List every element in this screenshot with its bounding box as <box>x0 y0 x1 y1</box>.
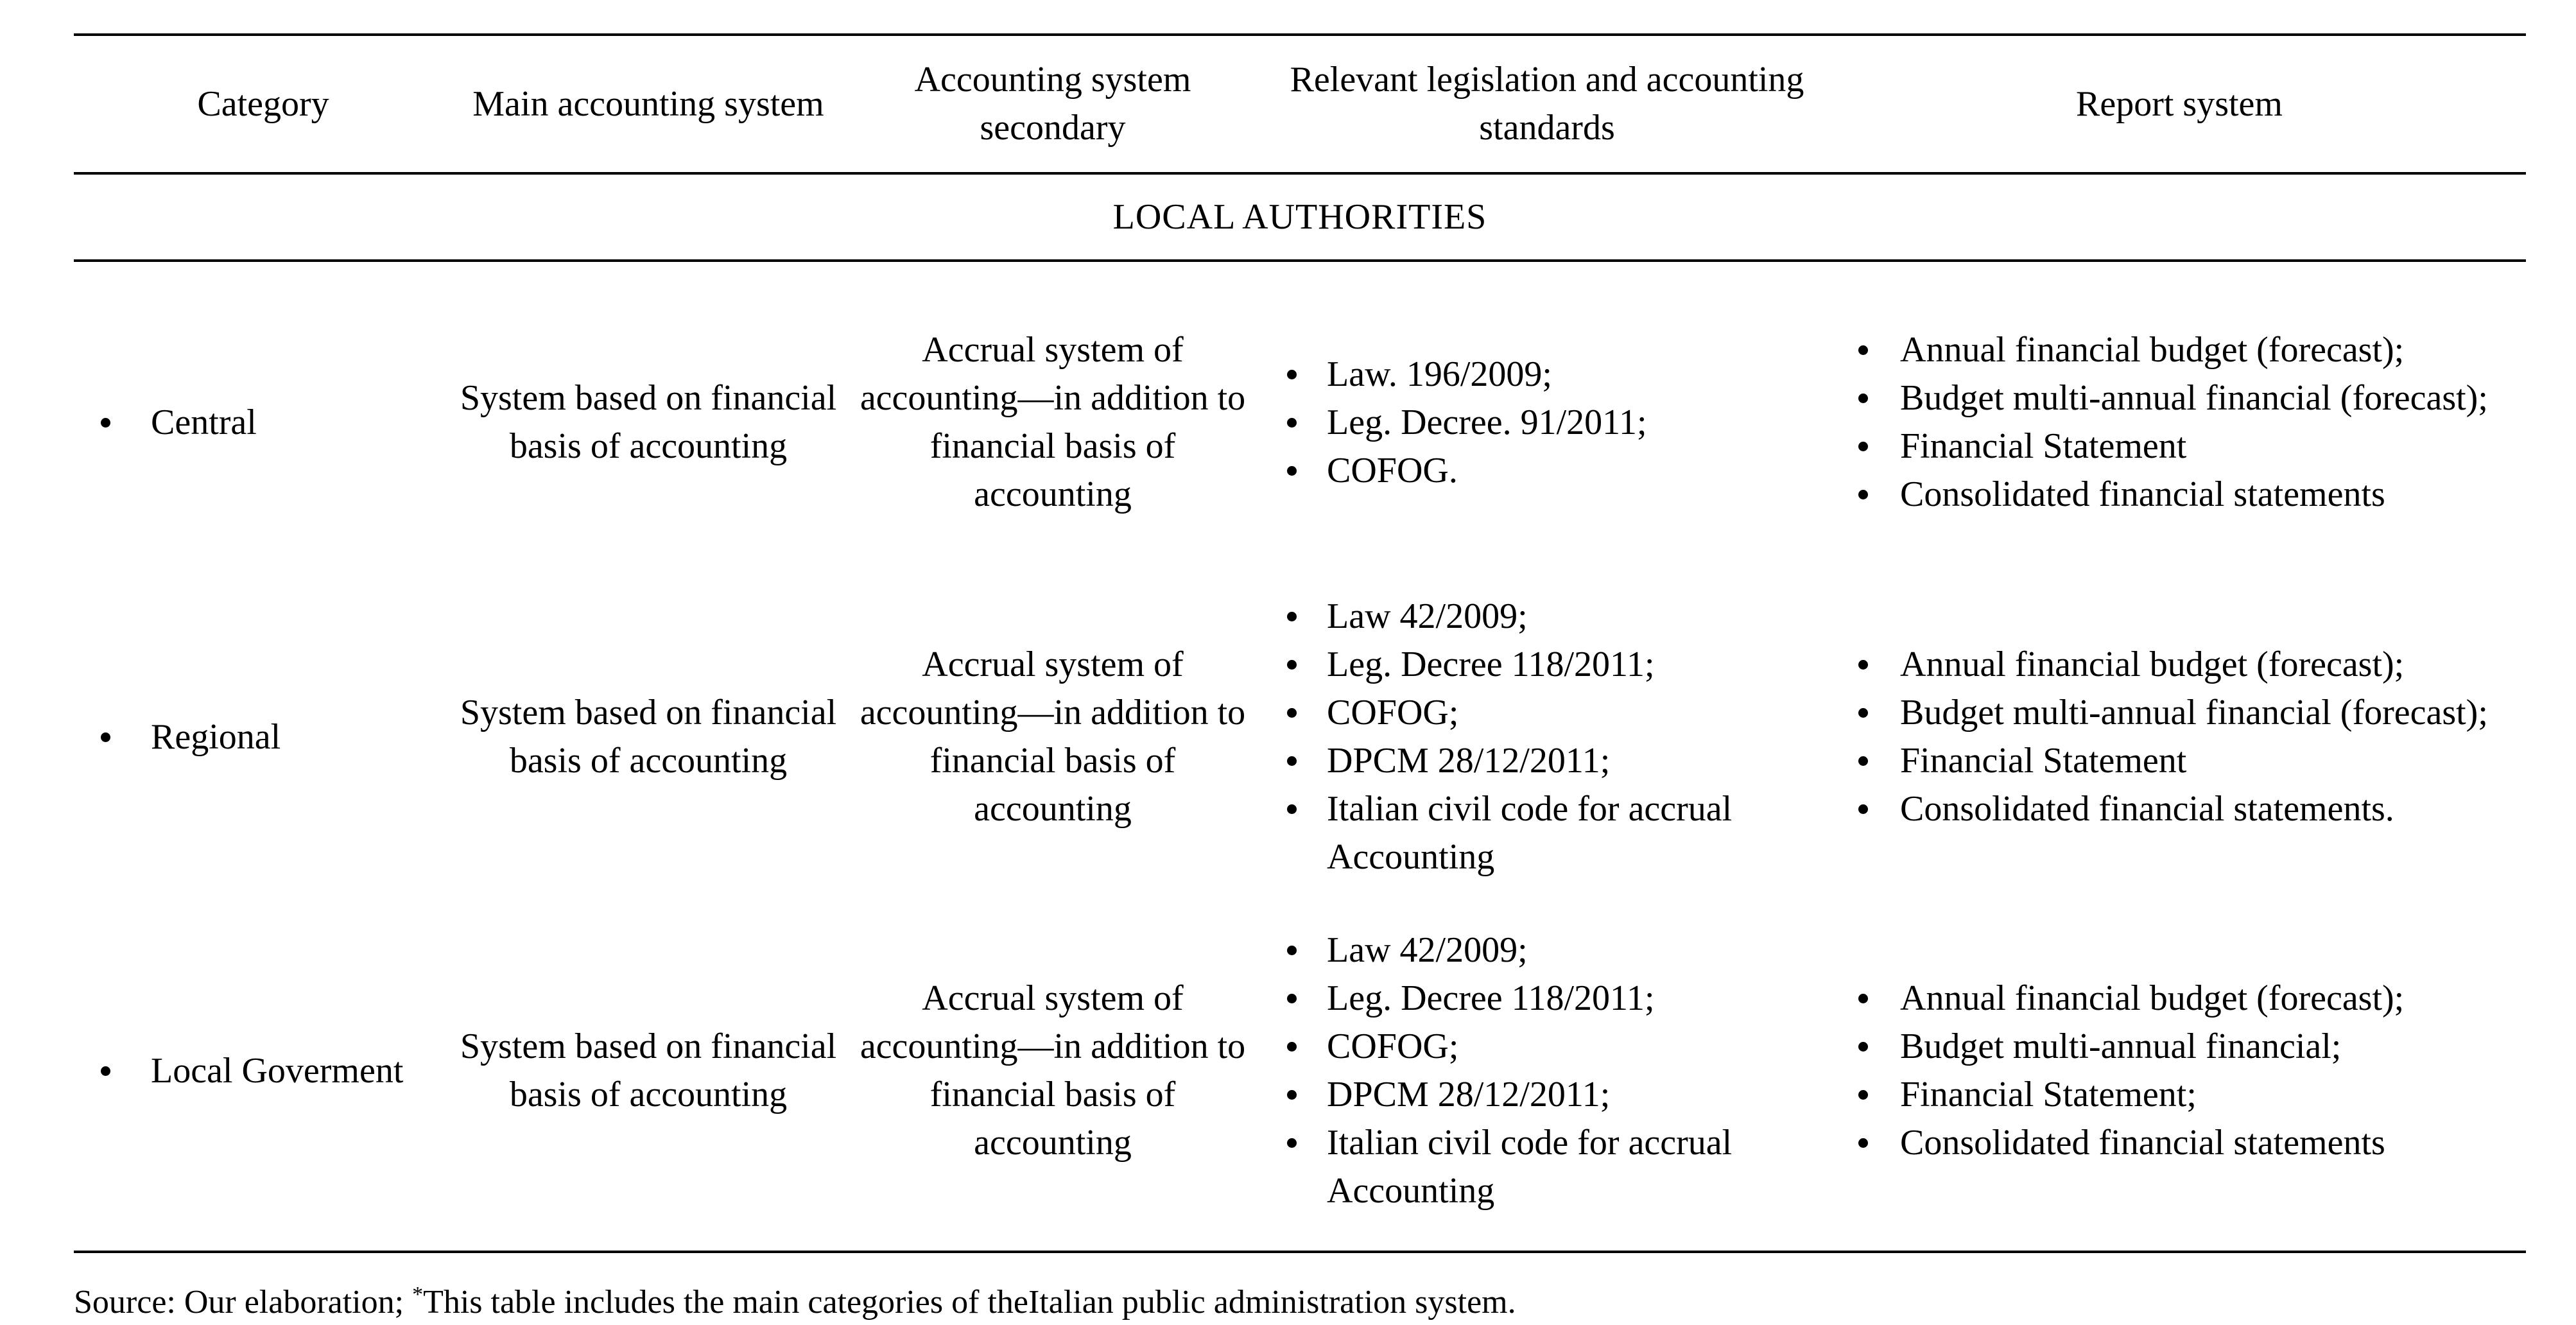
legislation-item: Leg. Decree. 91/2011; <box>1268 399 1826 447</box>
category-cell <box>74 891 453 1252</box>
table-row <box>74 891 2526 1252</box>
legislation-item: Law 42/2009; <box>1268 926 1826 974</box>
main-system-cell: System based on financial basis of accounting <box>460 693 837 781</box>
table-row <box>74 261 2526 583</box>
report-item: Consolidated financial statements. <box>1839 785 2520 833</box>
section-row <box>74 173 2526 261</box>
source-footnote <box>74 1272 2526 1325</box>
header-category: Category <box>197 83 329 124</box>
report-cell <box>1833 891 2526 1252</box>
secondary-system-cell: Accrual system of accounting—in addition to financial basis of accounting <box>860 645 1246 829</box>
header-accounting-system-secondary: Accounting system secondary <box>914 60 1191 148</box>
legislation-item: Italian civil code for accrual Accounting <box>1268 1119 1826 1215</box>
legislation-item: COFOG; <box>1268 689 1826 737</box>
legislation-cell <box>1261 583 1833 891</box>
report-item: Financial Statement; <box>1839 1071 2520 1119</box>
report-cell <box>1833 583 2526 891</box>
category-label: Regional <box>80 713 446 761</box>
accounting-systems-table <box>74 33 2526 1253</box>
legislation-item: Leg. Decree 118/2011; <box>1268 641 1826 689</box>
report-item: Financial Statement <box>1839 422 2520 471</box>
category-cell <box>74 583 453 891</box>
legislation-item: COFOG; <box>1268 1023 1826 1071</box>
footnote-marker: * <box>412 1283 424 1306</box>
secondary-system-cell: Accrual system of accounting—in addition to financial basis of accounting <box>860 330 1246 514</box>
category-label: Central <box>80 399 446 447</box>
report-item: Annual financial budget (forecast); <box>1839 974 2520 1023</box>
report-item: Budget multi-annual financial (forecast); <box>1839 689 2520 737</box>
legislation-item: Law. 196/2009; <box>1268 351 1826 399</box>
legislation-item: DPCM 28/12/2011; <box>1268 1071 1826 1119</box>
main-system-cell: System based on financial basis of accounting <box>460 378 837 466</box>
table-header-row <box>74 35 2526 173</box>
header-legislation: Relevant legislation and accounting standards <box>1290 60 1804 148</box>
report-item: Budget multi-annual financial (forecast); <box>1839 374 2520 422</box>
legislation-item: Law 42/2009; <box>1268 593 1826 641</box>
report-cell <box>1833 261 2526 583</box>
report-item: Financial Statement <box>1839 737 2520 785</box>
report-item: Annual financial budget (forecast); <box>1839 326 2520 374</box>
table-row <box>74 583 2526 891</box>
main-system-cell: System based on financial basis of accounting <box>460 1026 837 1114</box>
legislation-cell <box>1261 891 1833 1252</box>
secondary-system-cell: Accrual system of accounting—in addition to financial basis of accounting <box>860 978 1246 1163</box>
report-item: Consolidated financial statements <box>1839 471 2520 519</box>
report-item: Consolidated financial statements <box>1839 1119 2520 1167</box>
header-main-accounting-system: Main accounting system <box>472 83 824 124</box>
report-item: Annual financial budget (forecast); <box>1839 641 2520 689</box>
footnote-prefix: Source: Our elaboration; <box>74 1284 413 1321</box>
category-label: Local Goverment <box>80 1047 446 1095</box>
footnote-text: This table includes the main categories of theItalian public administration system. <box>423 1284 1516 1321</box>
legislation-item: Leg. Decree 118/2011; <box>1268 974 1826 1023</box>
category-cell <box>74 261 453 583</box>
document <box>74 33 2526 1325</box>
section-label: LOCAL AUTHORITIES <box>1112 196 1487 237</box>
header-report-system: Report system <box>2076 83 2283 124</box>
legislation-item: DPCM 28/12/2011; <box>1268 737 1826 785</box>
legislation-item: COFOG. <box>1268 447 1826 495</box>
legislation-cell <box>1261 261 1833 583</box>
report-item: Budget multi-annual financial; <box>1839 1023 2520 1071</box>
legislation-item: Italian civil code for accrual Accounting <box>1268 785 1826 881</box>
